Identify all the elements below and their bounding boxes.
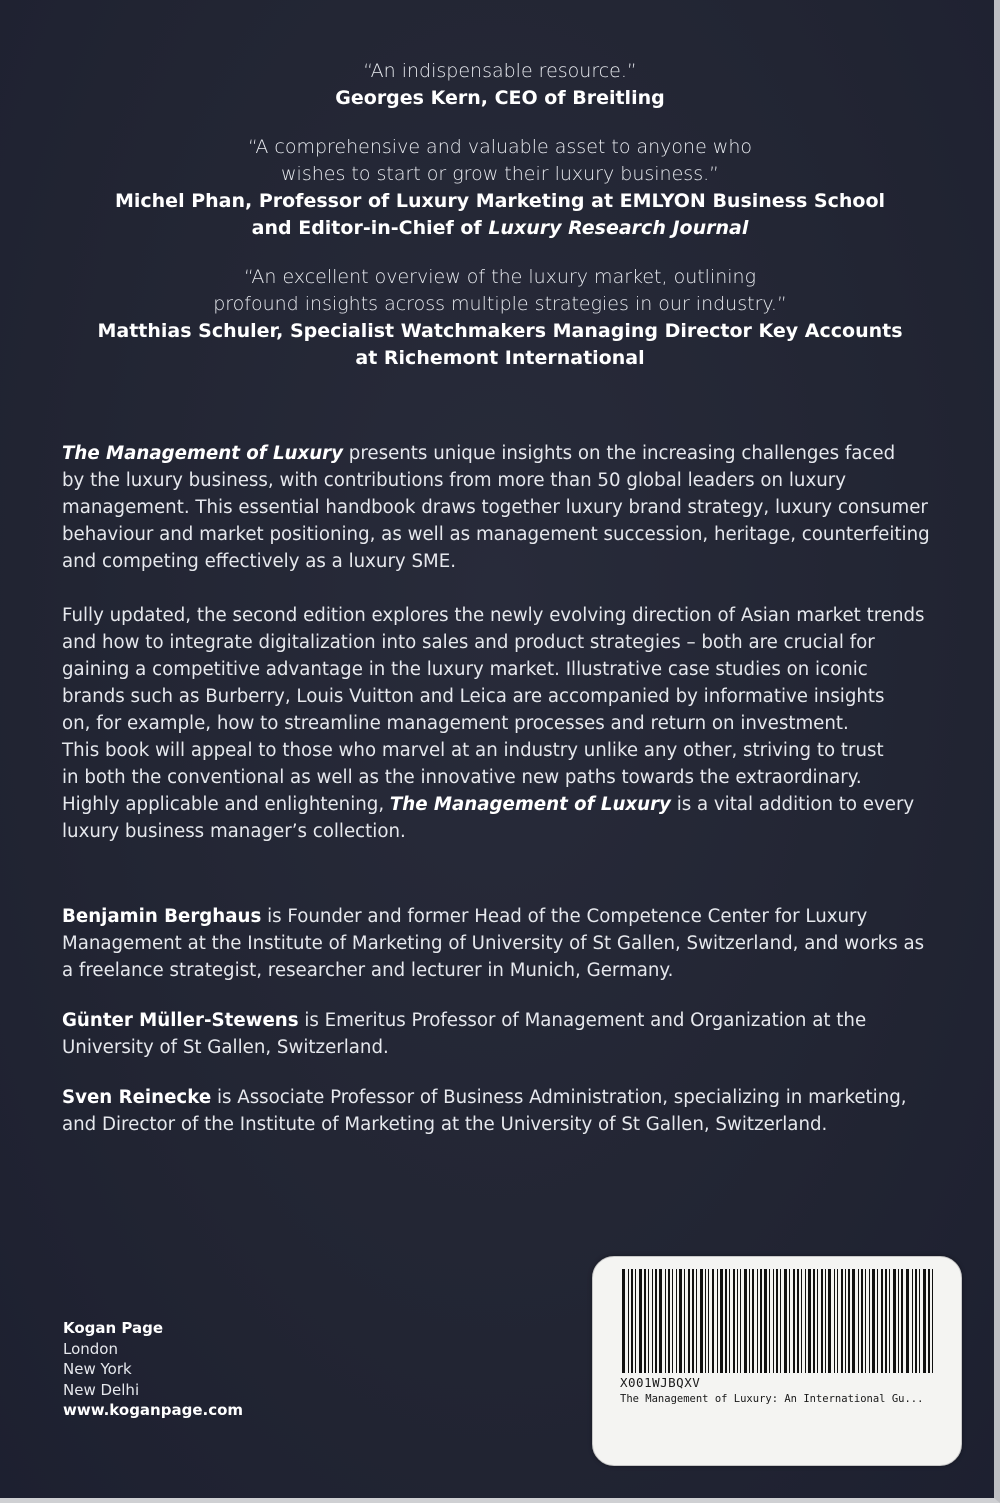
quote-source-prefix: and Editor-in-Chief of [251,217,489,239]
barcode-bar [893,1269,896,1373]
barcode-bar [776,1269,778,1373]
barcode-bar [865,1269,866,1373]
barcode-bar [744,1269,747,1373]
quote-text [0,134,1000,188]
barcode-bar [635,1269,636,1373]
barcode-bar [622,1269,625,1373]
description-paragraph [62,602,932,845]
barcode-bar [877,1269,878,1373]
bio-line: is Founder and former Head of the Competence Center for Luxury [261,906,868,927]
barcode-bar [696,1269,697,1373]
barcode-bar [749,1269,750,1373]
publisher-info [63,1318,243,1421]
quote-source-line: Matthias Schuler, Specialist Watchmakers Managing Director Key Accounts [97,320,903,342]
description-line: on, for example, how to streamline management processes and return on investment. [62,713,849,734]
quote-line: “A comprehensive and valuable asset to anyone who [247,136,753,158]
quote-line: “An indispensable resource.” [363,60,637,82]
barcode-bar [858,1269,859,1373]
barcode-bar [837,1269,838,1373]
barcode-bar [700,1269,703,1373]
description-paragraph [62,440,932,575]
barcode-bar [769,1269,770,1373]
barcode-bar [801,1269,802,1373]
description-line: brands such as Burberry, Louis Vuitton and Leica are accompanied by informative insights [62,686,885,707]
description-line: Highly applicable and enlightening, [62,794,390,815]
barcode-bar [668,1269,670,1373]
barcode-bar [708,1269,709,1373]
barcode-bar [665,1269,666,1373]
barcode-bar [717,1269,718,1373]
endorsement-quote [0,264,1000,372]
description-line: luxury business manager’s collection. [62,821,406,842]
barcode-bar [834,1269,835,1373]
barcode-bar [885,1269,887,1373]
barcode-bar [821,1269,823,1373]
publisher-website[interactable]: www.koganpage.com [63,1401,244,1419]
barcode-bar [648,1269,649,1373]
quote-line: “An excellent overview of the luxury market, outlining [243,266,757,288]
book-title-inline: The Management of Luxury [389,794,671,815]
barcode-bar [784,1269,787,1373]
description-line: Fully updated, the second edition explores the newly evolving direction of Asian market trends [62,605,925,626]
bio-line: is Associate Professor of Business Administration, specializing in marketing, [211,1087,907,1108]
quote-text [0,58,1000,85]
endorsement-quote [0,134,1000,242]
bio-line: University of St Gallen, Switzerland. [62,1037,389,1058]
author-bio [62,903,942,984]
barcode-bar [720,1269,723,1373]
author-name: Günter Müller-Stewens [62,1010,299,1031]
barcode-bar [692,1269,694,1373]
barcode-bar [889,1269,890,1373]
barcode-bar [705,1269,706,1373]
barcode-bar [872,1269,875,1373]
barcode-sticker [592,1256,962,1466]
author-bio [62,1084,942,1138]
quote-source-line: Michel Phan, Professor of Luxury Marketing at EMLYON Business School [114,190,886,212]
description-line: is a vital addition to every [670,794,915,815]
barcode-bar [659,1269,662,1373]
quote-line: wishes to start or grow their luxury business.” [281,163,719,185]
quote-source [0,85,1000,112]
barcode-bar [760,1269,762,1373]
barcode-bar [797,1269,799,1373]
barcode-bar [712,1269,714,1373]
quote-source-line [0,215,1000,242]
barcode-bar [688,1269,690,1373]
barcode-bar [825,1269,826,1373]
barcode-bar [845,1269,846,1373]
barcode-bar [852,1269,855,1373]
quote-source [0,188,1000,242]
barcode-bar [923,1269,926,1373]
quote-text [0,264,1000,318]
barcode-bar [676,1269,677,1373]
publisher-city: New Delhi [63,1380,140,1399]
bio-line: a freelance strategist, researcher and lecturer in Munich, Germany. [62,960,674,981]
publisher-city: New York [63,1360,132,1378]
description-line: This book will appeal to those who marvel at an industry unlike any other, striving to trust [62,740,884,761]
barcode-bar [808,1269,811,1373]
quote-source-line: Georges Kern, CEO of Breitling [335,87,665,109]
barcode-bar [912,1269,913,1373]
barcode-product-title: The Management of Luxury: An International Gu... [620,1393,924,1405]
publisher-city: London [63,1339,118,1358]
barcode-bar [752,1269,754,1373]
bio-line: is Emeritus Professor of Management and Organization at the [298,1010,867,1031]
barcode-bar [841,1269,843,1373]
barcode-bar [733,1269,735,1373]
description-line: gaining a competitive advantage in the luxury market. Illustrative case studies on iconic [62,659,868,680]
barcode-bar [655,1269,657,1373]
barcode-bar [828,1269,831,1373]
barcode-bar [793,1269,795,1373]
quote-source [0,318,1000,372]
endorsement-quote [0,58,1000,112]
description-line: and competing effectively as a luxury SME. [62,551,456,572]
barcode-bar [901,1269,903,1373]
book-description [62,440,932,872]
barcode-bar [631,1269,633,1373]
author-bio [62,1007,942,1061]
barcode-bar [906,1269,909,1373]
barcode-bar [919,1269,920,1373]
barcode-bar [915,1269,917,1373]
barcode-bar [725,1269,727,1373]
barcode-bar [639,1269,642,1373]
quote-source-line: at Richemont International [355,347,645,369]
bio-line: and Director of the Institute of Marketing at the University of St Gallen, Switzerland. [62,1114,828,1135]
barcode-bar [679,1269,682,1373]
barcode-bar [898,1269,899,1373]
barcode-graphic [620,1269,938,1377]
barcode-bar [740,1269,741,1373]
barcode-bar [684,1269,685,1373]
description-line: management. This essential handbook draws together luxury brand strategy, luxury consumer [62,497,928,518]
author-name: Benjamin Berghaus [62,906,262,927]
barcode-bar [932,1269,933,1373]
barcode-bar [817,1269,818,1373]
barcode-bar [628,1269,629,1373]
author-bios [62,903,942,1161]
endorsement-quotes [0,58,1000,394]
barcode-bar [928,1269,930,1373]
description-line: presents unique insights on the increasing challenges faced [343,443,896,464]
book-title-inline: The Management of Luxury [62,443,344,464]
publisher-name: Kogan Page [63,1319,164,1337]
barcode-bar [789,1269,790,1373]
description-line: behaviour and market positioning, as well as management succession, heritage, counterfeiting [62,524,930,545]
description-line: and how to integrate digitalization into sales and product strategies – both are crucial for [62,632,875,653]
barcode-bar [729,1269,730,1373]
barcode-bar [869,1269,870,1373]
barcode-bar [757,1269,758,1373]
description-line: by the luxury business, with contributions from more than 50 global leaders on luxury [62,470,846,491]
description-line: in both the conventional as well as the innovative new paths towards the extraordinary. [62,767,862,788]
barcode-bar [652,1269,653,1373]
barcode-bar [813,1269,815,1373]
barcode-bar [881,1269,883,1373]
barcode-bar [848,1269,850,1373]
quote-line: profound insights across multiple strategies in our industry.” [213,293,787,315]
barcode-bar [805,1269,806,1373]
bio-line: Management at the Institute of Marketing of University of St Gallen, Switzerland, and works as [62,933,925,954]
author-name: Sven Reinecke [62,1087,212,1108]
barcode-bar [764,1269,767,1373]
barcode-code: X001WJBQXV [620,1375,701,1390]
barcode-bar [861,1269,863,1373]
barcode-bar [773,1269,774,1373]
journal-title: Luxury Research Journal [488,217,749,239]
barcode-bar [644,1269,646,1373]
barcode-bar [672,1269,673,1373]
barcode-bar [780,1269,781,1373]
barcode-bar [737,1269,738,1373]
